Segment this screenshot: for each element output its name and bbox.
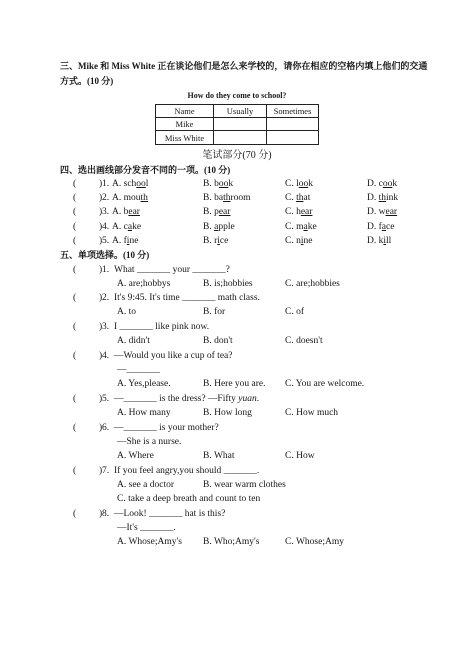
question-stem: [114, 393, 259, 405]
word-part: k: [392, 179, 398, 189]
answer-paren-open: (: [73, 509, 77, 519]
word-part: c: [378, 179, 383, 189]
option-letter: D.: [367, 207, 377, 217]
option-letter: D.: [367, 222, 377, 232]
section5-heading: 五、单项选择。(10 分): [60, 250, 150, 260]
word-part: pple: [218, 222, 235, 232]
option-b: [203, 178, 233, 190]
option-text: How long: [214, 408, 252, 418]
question-stem: —Would you like a cup of tea?: [114, 351, 233, 361]
question-number: 4.: [102, 222, 110, 232]
option-word: [379, 179, 397, 189]
option-word: [124, 207, 140, 217]
underlined-letters: th: [140, 193, 148, 203]
word-part: k: [378, 236, 384, 246]
option-text: take a deep breath and count to ten: [128, 494, 261, 504]
option-word: [124, 193, 148, 203]
question-stem: It's 9:45. It's time _______ math class.: [114, 293, 260, 303]
option-letter: B.: [203, 408, 212, 418]
choice-options: [0, 306, 474, 318]
option-b: [203, 536, 259, 548]
option-letter: B.: [203, 279, 212, 289]
word-part: ce: [386, 222, 395, 232]
section4-heading: 四、选出画线部分发音不同的一项。(10 分): [60, 165, 231, 175]
stem-end: .: [256, 394, 260, 404]
answer-paren-open: (: [73, 322, 77, 332]
option-letter: B.: [203, 451, 212, 461]
answer-paren-close: ): [99, 207, 103, 217]
pronunciation-question: [0, 206, 474, 218]
underlined-letters: ear: [385, 207, 398, 217]
choice-question: [0, 508, 474, 520]
option-word: [296, 193, 310, 203]
option-letter: C.: [285, 451, 294, 461]
answer-cell: [267, 118, 319, 131]
answer-paren-close: ): [99, 236, 103, 246]
option-letter: A.: [117, 307, 127, 317]
option-text: are;hobbies: [296, 279, 340, 289]
underlined-letters: ear: [218, 207, 231, 217]
underlined-letters: i: [217, 236, 220, 246]
option-c: [117, 493, 260, 505]
dialogue-reply-line: [0, 436, 474, 448]
answer-paren-close: ): [99, 265, 103, 275]
option-text: What: [213, 451, 235, 461]
option-b: [203, 450, 235, 462]
question-stem: —_______ is your mother?: [114, 423, 219, 433]
choice-question: [0, 465, 474, 477]
word-part: l: [145, 179, 149, 189]
option-letter: B.: [203, 379, 212, 389]
option-letter: D.: [367, 236, 377, 246]
option-b: [203, 192, 251, 204]
word-part: c: [123, 222, 128, 232]
question-stem: If you feel angry,you should _______.: [114, 466, 260, 476]
answer-paren-open: (: [73, 394, 77, 404]
option-c: [285, 278, 340, 290]
answer-cell: [267, 131, 319, 145]
option-letter: A.: [112, 193, 122, 203]
underlined-letters: th: [296, 193, 304, 203]
header-sometimes: Sometimes: [267, 105, 319, 118]
option-b: [203, 378, 266, 390]
question-number: 1.: [102, 265, 110, 275]
option-a: [112, 206, 140, 218]
table-row: [156, 118, 319, 131]
option-letter: A.: [112, 236, 122, 246]
option-word: [296, 207, 312, 217]
choice-options: [0, 450, 474, 462]
option-a: [117, 378, 171, 390]
option-c: [285, 335, 323, 347]
answer-paren-open: (: [73, 293, 77, 303]
option-word: [379, 236, 392, 246]
answer-paren-open: (: [73, 466, 77, 476]
option-letter: C.: [285, 307, 294, 317]
option-a: [112, 235, 138, 247]
answer-paren-close: ): [99, 322, 103, 332]
option-text: Where: [128, 451, 154, 461]
pronunciation-question: [0, 178, 474, 190]
written-part-title: 笔试部分(70 分): [202, 150, 272, 161]
option-text: How many: [128, 408, 171, 418]
underlined-letters: oo: [382, 179, 393, 189]
answer-paren-open: (: [73, 351, 77, 361]
answer-cell: [214, 118, 267, 131]
choice-options: [0, 493, 474, 505]
option-d: [367, 221, 394, 233]
choice-options: [0, 378, 474, 390]
option-letter: A.: [117, 451, 127, 461]
underlined-letters: a: [303, 222, 308, 232]
option-word: [124, 222, 141, 232]
question-stem: What _______ your _______?: [114, 265, 230, 275]
underlined-letters: oo: [218, 179, 229, 189]
option-d: [367, 206, 397, 218]
answer-paren-close: ): [99, 509, 103, 519]
word-part: l: [296, 179, 299, 189]
answer-paren-open: (: [73, 193, 77, 203]
word-part: f: [123, 236, 127, 246]
word-part: ne: [129, 236, 139, 246]
option-word: [214, 207, 230, 217]
name-cell: Miss White: [156, 131, 214, 145]
option-letter: B.: [203, 179, 212, 189]
question-number: 4.: [102, 351, 110, 361]
stem-italic-word: yuan: [238, 394, 257, 404]
option-a: [117, 335, 150, 347]
option-letter: C.: [117, 494, 126, 504]
option-letter: D.: [367, 179, 377, 189]
underlined-letters: i: [383, 236, 387, 246]
option-word: [124, 236, 139, 246]
dialogue-reply: —She is a nurse.: [117, 437, 182, 447]
word-part: ba: [214, 193, 224, 203]
option-text: Whose;Amy: [295, 537, 344, 547]
answer-paren-open: (: [73, 207, 77, 217]
option-a: [117, 407, 171, 419]
option-letter: C.: [285, 179, 294, 189]
section3-heading: 三、Mike 和 Miss White 正在谈论他们是怎么来学校的，请你在相应的空格内填上他们的交通: [60, 61, 428, 71]
option-d: [367, 178, 397, 190]
option-a: [117, 536, 182, 548]
option-c: [285, 235, 312, 247]
option-text: How much: [296, 408, 339, 418]
choice-options: [0, 479, 474, 491]
option-text: Whose;Amy's: [128, 537, 182, 547]
underlined-letters: a: [127, 222, 133, 232]
dialogue-reply-line: [0, 364, 474, 376]
option-b: [203, 278, 253, 290]
option-d: [367, 235, 391, 247]
word-part: ke: [307, 222, 317, 232]
header-usually: Usually: [214, 105, 267, 118]
option-text: Here you are.: [214, 379, 266, 389]
choice-options: [0, 335, 474, 347]
word-part: n: [296, 236, 301, 246]
choice-question: [0, 264, 474, 276]
dialogue-reply: —_______: [117, 365, 160, 375]
option-letter: A.: [112, 222, 122, 232]
option-a: [112, 178, 148, 190]
option-letter: B.: [203, 537, 212, 547]
option-text: are;hobbys: [128, 279, 171, 289]
answer-paren-open: (: [73, 265, 77, 275]
question-number: 2.: [102, 193, 110, 203]
option-c: [285, 178, 313, 190]
option-letter: B.: [203, 480, 212, 490]
option-letter: C.: [285, 279, 294, 289]
dialogue-reply-line: [0, 522, 474, 534]
option-word: [379, 222, 395, 232]
option-word: [214, 236, 228, 246]
option-b: [203, 407, 252, 419]
option-c: [285, 450, 315, 462]
word-part: r: [214, 236, 218, 246]
answer-paren-close: ): [99, 179, 103, 189]
question-stem: I _______ like pink now.: [114, 322, 210, 332]
option-letter: B.: [203, 307, 212, 317]
answer-paren-close: ): [99, 222, 103, 232]
question-stem: —Look! _______ hat is this?: [114, 509, 226, 519]
word-part: b: [123, 207, 129, 217]
option-letter: A.: [117, 537, 127, 547]
option-letter: B.: [203, 193, 212, 203]
underlined-letters: oo: [136, 179, 146, 189]
option-text: How: [296, 451, 315, 461]
option-letter: A.: [117, 336, 127, 346]
option-b: [203, 335, 233, 347]
option-word: [296, 179, 313, 189]
choice-question: [0, 422, 474, 434]
option-c: [285, 206, 312, 218]
underlined-letters: th: [223, 193, 231, 203]
dialogue-reply: —It's _______.: [117, 523, 176, 533]
option-letter: A.: [112, 207, 122, 217]
question-number: 2.: [102, 293, 110, 303]
question-number: 6.: [102, 423, 110, 433]
option-letter: A.: [117, 408, 127, 418]
option-letter: C.: [285, 236, 294, 246]
word-part: ne: [303, 236, 313, 246]
underlined-letters: i: [300, 236, 304, 246]
option-letter: B.: [203, 207, 212, 217]
option-letter: A.: [112, 179, 122, 189]
stem-text: —_______ is the dress? —Fifty: [114, 394, 239, 404]
option-c: [285, 221, 317, 233]
option-text: Who;Amy's: [213, 537, 260, 547]
option-text: don't: [214, 336, 233, 346]
option-text: to: [128, 307, 137, 317]
option-c: [285, 378, 364, 390]
answer-paren-open: (: [73, 423, 77, 433]
option-word: [214, 222, 235, 232]
transport-table: [155, 104, 319, 145]
choice-options: [0, 278, 474, 290]
word-part: room: [230, 193, 251, 203]
answer-paren-close: ): [99, 423, 103, 433]
option-text: for: [214, 307, 226, 317]
word-part: ke: [132, 222, 142, 232]
option-text: didn't: [128, 336, 150, 346]
question-number: 5.: [102, 394, 110, 404]
question-number: 5.: [102, 236, 110, 246]
answer-paren-close: ): [99, 466, 103, 476]
option-letter: C.: [285, 537, 294, 547]
option-c: [285, 407, 338, 419]
option-b: [203, 306, 225, 318]
option-letter: D.: [367, 193, 377, 203]
header-name: Name: [156, 105, 214, 118]
underlined-letters: i: [126, 236, 130, 246]
option-text: doesn't: [296, 336, 323, 346]
choice-question: [0, 393, 474, 405]
option-a: [117, 278, 170, 290]
question-number: 3.: [102, 322, 110, 332]
answer-paren-close: ): [99, 351, 103, 361]
option-c: [285, 536, 344, 548]
option-text: of: [296, 307, 305, 317]
option-word: [379, 193, 399, 203]
underlined-letters: ear: [128, 207, 140, 217]
option-text: see a doctor: [128, 480, 174, 490]
word-part: ll: [386, 236, 392, 246]
option-word: [379, 207, 397, 217]
answer-cell: [214, 131, 267, 145]
option-a: [117, 450, 154, 462]
option-letter: B.: [203, 236, 212, 246]
option-text: You are welcome.: [295, 379, 365, 389]
word-part: p: [214, 207, 219, 217]
answer-paren-open: (: [73, 236, 77, 246]
option-c: [285, 192, 310, 204]
option-letter: C.: [285, 408, 294, 418]
word-part: sch: [123, 179, 137, 189]
option-letter: C.: [285, 222, 294, 232]
option-c: [285, 306, 304, 318]
option-b: [203, 235, 228, 247]
word-part: k: [308, 179, 313, 189]
option-letter: C.: [285, 336, 294, 346]
pronunciation-question: [0, 235, 474, 247]
option-a: [112, 192, 148, 204]
word-part: m: [296, 222, 304, 232]
option-b: [203, 221, 235, 233]
underlined-letters: ear: [300, 207, 313, 217]
option-word: [296, 222, 317, 232]
option-letter: B.: [203, 336, 212, 346]
option-letter: C.: [285, 379, 294, 389]
underlined-letters: th: [378, 193, 387, 203]
word-part: f: [378, 222, 382, 232]
answer-paren-open: (: [73, 222, 77, 232]
choice-question: [0, 292, 474, 304]
option-letter: B.: [203, 222, 212, 232]
table-header-row: [156, 105, 319, 118]
option-letter: A.: [117, 480, 127, 490]
pronunciation-question: [0, 192, 474, 204]
option-letter: A.: [117, 379, 127, 389]
question-number: 7.: [102, 466, 110, 476]
question-number: 3.: [102, 207, 110, 217]
option-text: is;hobbies: [214, 279, 253, 289]
name-cell: Mike: [156, 118, 214, 131]
option-d: [367, 192, 398, 204]
option-b: [203, 206, 230, 218]
word-part: k: [228, 179, 234, 189]
pronunciation-question: [0, 221, 474, 233]
option-a: [117, 306, 136, 318]
option-word: [214, 179, 233, 189]
choice-options: [0, 407, 474, 419]
option-word: [296, 236, 312, 246]
option-letter: C.: [285, 193, 294, 203]
underlined-letters: a: [214, 222, 219, 232]
option-a: [112, 221, 141, 233]
option-letter: C.: [285, 207, 294, 217]
option-b: [203, 479, 286, 491]
option-a: [117, 479, 174, 491]
answer-paren-close: ): [99, 293, 103, 303]
choice-question: [0, 350, 474, 362]
word-part: b: [214, 179, 219, 189]
answer-paren-close: ): [99, 394, 103, 404]
underlined-letters: a: [381, 222, 387, 232]
answer-paren-close: ): [99, 193, 103, 203]
option-text: wear warm clothes: [214, 480, 286, 490]
word-part: at: [303, 193, 311, 203]
option-text: Yes,please.: [128, 379, 171, 389]
option-word: [124, 179, 149, 189]
word-part: ce: [219, 236, 229, 246]
section3-heading-continued: 方式。(10 分): [60, 76, 114, 86]
question-number: 1.: [102, 179, 110, 189]
word-part: h: [296, 207, 301, 217]
option-letter: A.: [117, 279, 127, 289]
underlined-letters: oo: [298, 179, 309, 189]
word-part: ink: [386, 193, 399, 203]
choice-question: [0, 321, 474, 333]
table-title: How do they come to school?: [187, 91, 287, 100]
word-part: w: [378, 207, 386, 217]
table-row: [156, 131, 319, 145]
choice-options: [0, 536, 474, 548]
option-word: [214, 193, 250, 203]
word-part: mou: [123, 193, 141, 203]
answer-paren-open: (: [73, 179, 77, 189]
question-number: 8.: [102, 509, 110, 519]
